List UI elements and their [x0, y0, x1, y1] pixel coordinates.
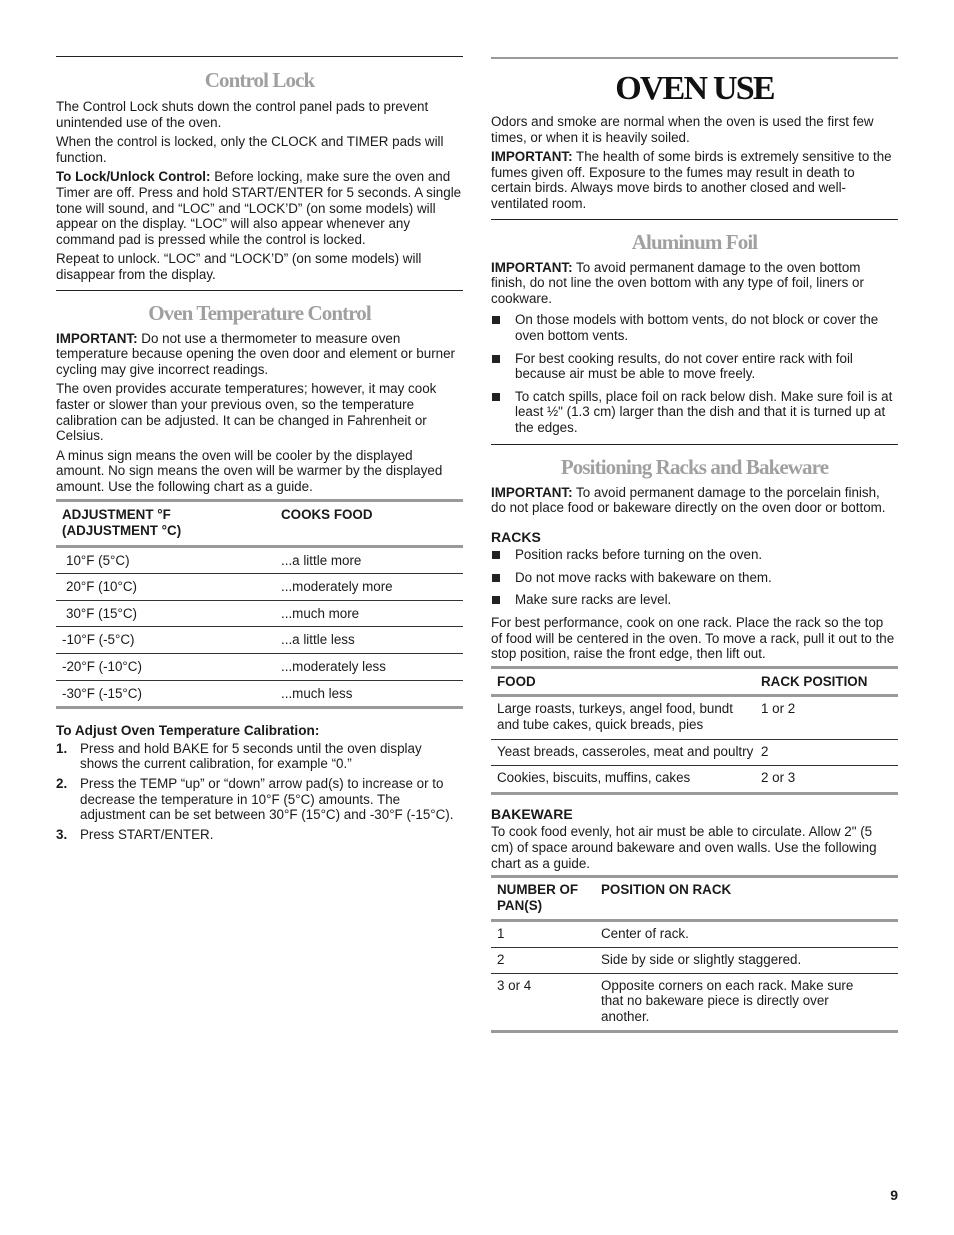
table-row: 3 or 4 Opposite corners on each rack. Make sure that no bakeware piece is directly over another. [491, 973, 898, 1032]
table-header-position-on-rack: POSITION ON RACK [601, 877, 898, 921]
table-row: -30°F (-15°C) ...much less [56, 680, 463, 708]
right-column [491, 0, 898, 1033]
list-item: For best cooking results, do not cover entire rack with foil because air must be able to move freely. [491, 351, 898, 382]
racks-performance-note: For best performance, cook on one rack. Place the rack so the top of food will be centered in the oven. To move a rack, pull it out to the stop position, raise the front edge, then lift out. [491, 615, 895, 662]
bullet-icon [492, 355, 500, 363]
table-row: 10°F (5°C) ...a little more [56, 546, 463, 574]
table-header-row [491, 877, 898, 921]
adjustment-table [56, 499, 463, 709]
calibration-steps-title: To Adjust Oven Temperature Calibration: [56, 723, 320, 739]
list-item: To catch spills, place foil on rack below dish. Make sure foil is at least ½" (1.3 cm) larger than the dish and that it is turned up at the edges. [491, 389, 898, 436]
table-row: 1 Center of rack. [491, 921, 898, 948]
table-row: 30°F (15°C) ...much more [56, 600, 463, 627]
list-item: Position racks before turning on the oven. [491, 547, 898, 563]
section-divider [491, 57, 898, 59]
table-row: Cookies, biscuits, muffins, cakes 2 or 3 [491, 766, 898, 794]
left-column [56, 0, 463, 846]
list-item: 3. Press START/ENTER. [56, 826, 214, 842]
table-header-cooks-food: COOKS FOOD [281, 501, 463, 546]
list-item: Make sure racks are level. [491, 592, 898, 608]
control-lock-locked-note: When the control is locked, only the CLOCK and TIMER pads will function. [56, 134, 444, 165]
table-row: Yeast breads, casseroles, meat and poultry 2 [491, 739, 898, 766]
bakeware-note: To cook food evenly, hot air must be able to circulate. Allow 2" (5 cm) of space around bakeware and oven walls. Use the following chart as a guide. [491, 824, 877, 871]
table-header-food: FOOD [491, 667, 761, 696]
oven-temp-minus-sign: A minus sign means the oven will be cooler by the displayed amount. No sign means the oven will be warmer by the displayed amount. Use the following chart as a guide. [56, 447, 443, 494]
table-header-row [56, 501, 463, 546]
oven-use-intro: Odors and smoke are normal when the oven is used the first few times, or when it is heavily soiled. [491, 114, 874, 145]
oven-temp-title: Oven Temperature Control [148, 300, 371, 325]
bullet-icon [492, 316, 500, 324]
table-header-rack-position: RACK POSITION [761, 667, 898, 696]
control-lock-title: Control Lock [204, 68, 315, 92]
bullet-icon [492, 574, 500, 582]
list-item: Do not move racks with bakeware on them. [491, 570, 898, 586]
section-divider [491, 219, 898, 220]
oven-temp-important: IMPORTANT: Do not use a thermometer to measure oven temperature because opening the oven door and element or burner cycling may give incorrect readings. [56, 330, 456, 377]
page-number: 9 [890, 1187, 898, 1203]
racks-important: IMPORTANT: To avoid permanent damage to the porcelain finish, do not place food or bakeware directly on the oven door or bottom. [491, 484, 886, 516]
table-row: -10°F (-5°C) ...a little less [56, 627, 463, 654]
foil-important: IMPORTANT: To avoid permanent damage to the oven bottom finish, do not line the oven bottom with any type of foil, liners or cookware. [491, 259, 864, 306]
list-item: 1. Press and hold BAKE for 5 seconds until the oven display shows the current calibration, for example “0.” [56, 740, 422, 772]
control-lock-instructions: To Lock/Unlock Control: Before locking, make sure the oven and Timer are off. Press and hold START/ENTER for 5 seconds. A single tone will sound, and “LOC” and “LOCK’D” (on some models) will appear on the display. “LOC” will also appear whenever any command pad is pressed while the control is locked. [56, 169, 462, 247]
food-rack-table [491, 666, 898, 795]
section-divider [491, 444, 898, 445]
bullet-icon [492, 596, 500, 604]
oven-temp-accuracy: The oven provides accurate temperatures; however, it may cook faster or slower than your previous oven, so the temperature calibration can be adjusted. It can be changed in Fahrenheit or Celsius. [56, 381, 437, 444]
bakeware-table [491, 875, 898, 1033]
table-row: 20°F (10°C) ...moderately more [56, 574, 463, 601]
bullet-icon [492, 393, 500, 401]
page-title: OVEN USE [615, 70, 774, 107]
table-row: 2 Side by side or slightly staggered. [491, 947, 898, 973]
positioning-racks-title: Positioning Racks and Bakeware [560, 454, 829, 479]
racks-subheading: RACKS [491, 528, 541, 545]
bakeware-subheading: BAKEWARE [491, 805, 573, 822]
control-lock-intro: The Control Lock shuts down the control panel pads to prevent unintended use of the oven. [56, 99, 429, 130]
control-lock-unlock: Repeat to unlock. “LOC” and “LOCK’D” (on some models) will disappear from the display. [56, 251, 422, 282]
section-divider [56, 290, 463, 291]
table-row: Large roasts, turkeys, angel food, bundt and tube cakes, quick breads, pies 1 or 2 [491, 696, 898, 739]
section-divider [56, 56, 463, 57]
list-item: On those models with bottom vents, do not block or cover the oven bottom vents. [491, 312, 898, 343]
oven-use-birds-warning: IMPORTANT: The health of some birds is extremely sensitive to the fumes given off. Exposure to the fumes may result in death to certain birds. Always move birds to another closed and well-ventilated room. [491, 149, 892, 211]
list-item: 2. Press the TEMP “up” or “down” arrow pad(s) to increase or to decrease the temperature in 10°F (5°C) amounts. The adjustment can be set between 30°F (15°C) and -30°F (-15°C). [56, 776, 454, 823]
table-header-number-of-pans: NUMBER OF PAN(S) [491, 877, 601, 921]
table-header-row [491, 667, 898, 696]
bullet-icon [492, 551, 500, 559]
table-row: -20°F (-10°C) ...moderately less [56, 654, 463, 681]
aluminum-foil-title: Aluminum Foil [631, 229, 758, 254]
table-header-adjustment: ADJUSTMENT °F (ADJUSTMENT °C) [56, 501, 281, 546]
